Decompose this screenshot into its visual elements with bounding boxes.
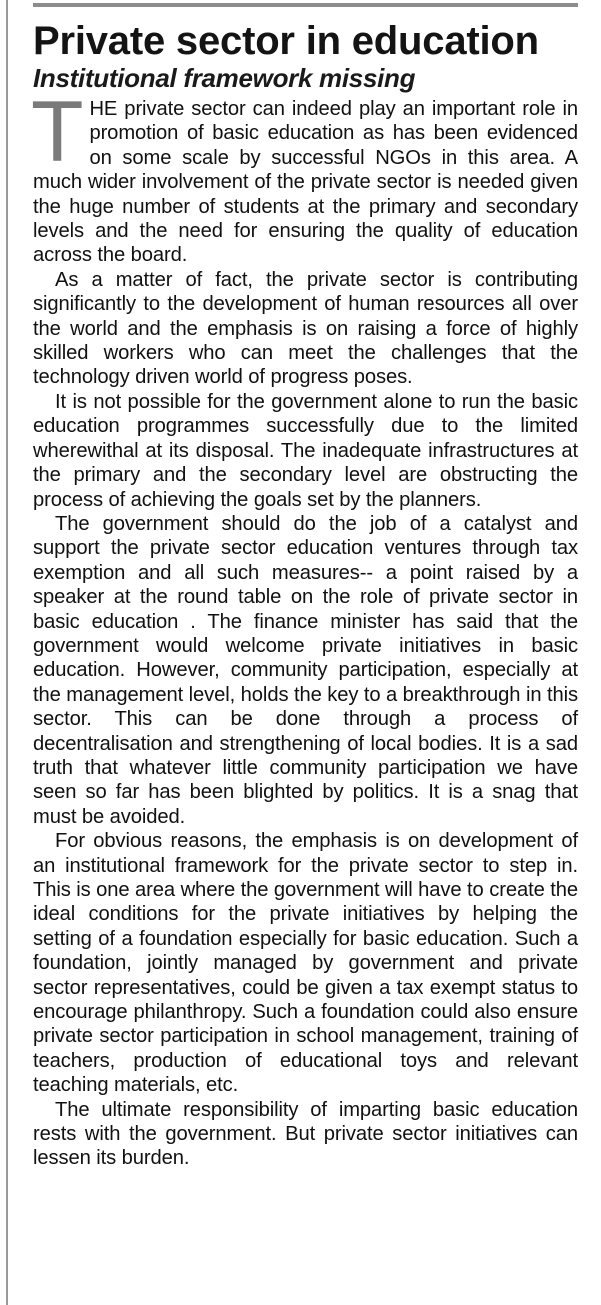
subheadline: Institutional framework missing	[33, 63, 416, 93]
paragraph-1	[31, 84, 578, 268]
top-rule	[33, 3, 578, 7]
paragraph-3: It is not possible for the government alone to run the basic education programmes successfully due to the limited wherewithal at its disposal. The inadequate infrastructures at the primary and the secondary level are obstructing the process of achieving the goals set by the planners.	[33, 390, 578, 511]
paragraph-4: The government should do the job of a catalyst and support the private sector education ventures through tax exemption and all such measures-- a point raised by a speaker at the round table on the role of private sector in basic education . The finance minister has said that the government would welcome private initiatives in basic education. However, community participation, especially at the management level, holds the key to a breakthrough in this sector. This can be done through a process of decentralisation and strengthening of local bodies. It is a sad truth that whatever little community participation we have seen so far has been blighted by politics. It is a snag that must be avoided.	[33, 512, 578, 828]
drop-cap: T	[31, 84, 84, 180]
paragraph-1-text: HE private sector can indeed play an important role in promotion of basic education as has been evidenced on some scale by successful NGOs in this area. A much wider involvement of the private sector is needed given the huge number of students at the primary and secondary levels and the need for ensuring the quality of education across the board.	[33, 98, 578, 267]
headline: Private sector in education	[33, 19, 539, 63]
article-body	[31, 84, 578, 1171]
paragraph-6: The ultimate responsibility of imparting basic education rests with the government. But private sector initiatives can lessen its burden.	[33, 1098, 578, 1170]
paragraph-5: For obvious reasons, the emphasis is on development of an institutional framework for the private sector to step in. This is one area where the government will have to create the ideal conditions for the private initiatives by helping the setting of a foundation especially for basic education. Such a foundation, jointly managed by government and private sector representatives, could be given a tax exempt status to encourage philanthropy. Such a foundation could also ensure private sector participation in school management, training of teachers, production of educational toys and relevant teaching materials, etc.	[33, 830, 578, 1097]
article	[33, 20, 578, 1171]
paragraph-2: As a matter of fact, the private sector is contributing significantly to the development of human resources all over the world and the emphasis is on raising a force of highly skilled workers who can meet the challenges that the technology driven world of progress poses.	[33, 268, 578, 389]
